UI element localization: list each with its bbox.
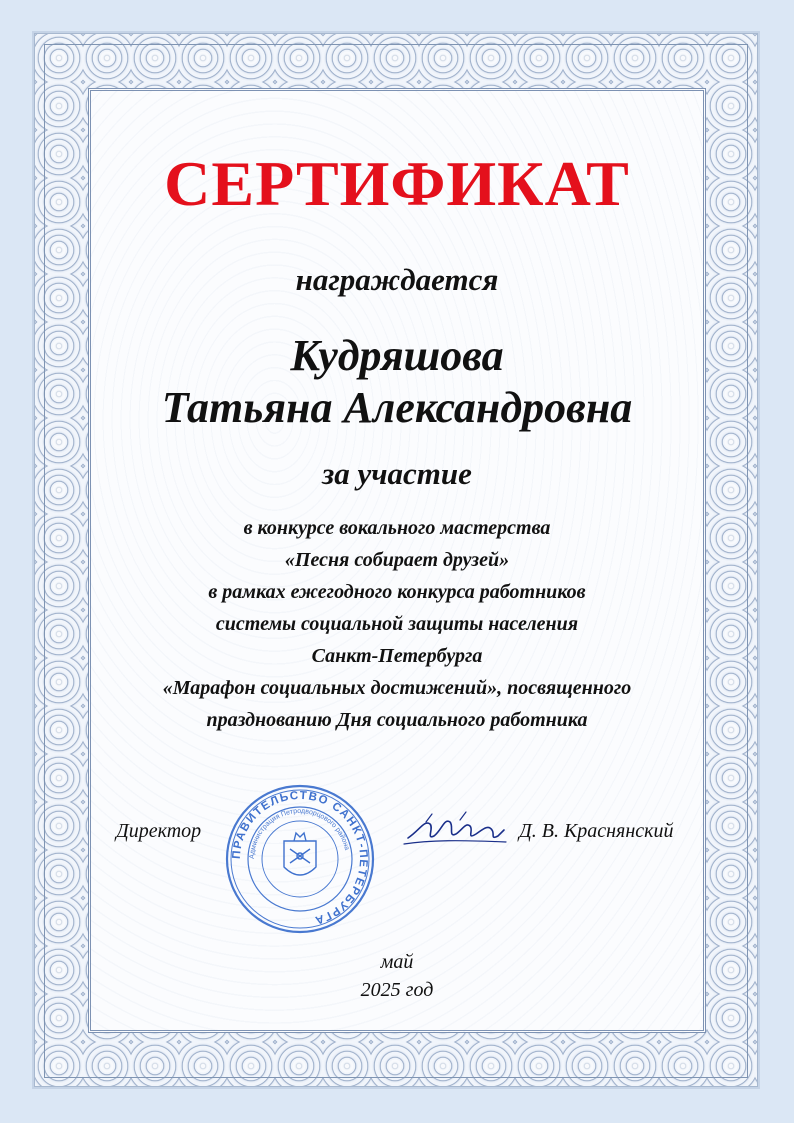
stamp-inner-text: Администрация Петродворцового района xyxy=(248,807,351,860)
date-month: май xyxy=(380,951,414,973)
recipient-name xyxy=(0,330,794,434)
description-line: «Песня собирает друзей» xyxy=(284,549,510,571)
coat-of-arms-icon xyxy=(284,833,316,875)
description xyxy=(0,512,794,736)
issue-date xyxy=(0,948,794,1004)
awarded-label: награждается xyxy=(295,262,499,297)
description-line: в рамках ежегодного конкурса работников xyxy=(208,581,586,603)
participation-label: за участие xyxy=(322,456,472,491)
description-line: Санкт-Петербурга xyxy=(311,645,483,667)
stamp-outer-text: ПРАВИТЕЛЬСТВО САНКТ-ПЕТЕРБУРГА xyxy=(230,789,370,927)
description-line: празднованию Дня социального работника xyxy=(206,709,588,731)
official-stamp xyxy=(224,783,376,935)
recipient-given-names: Татьяна Александровна xyxy=(161,383,633,432)
description-line: «Марафон социальных достижений», посвященного xyxy=(162,677,632,699)
director-signature xyxy=(400,800,510,860)
date-year: 2025 год xyxy=(360,979,434,1001)
recipient-surname: Кудряшова xyxy=(290,331,504,380)
director-label: Директор xyxy=(116,820,202,842)
certificate-title: СЕРТИФИКАТ xyxy=(164,148,630,219)
description-line: системы социальной защиты населения xyxy=(215,613,579,635)
director-name: Д. В. Краснянский xyxy=(519,820,674,842)
description-line: в конкурсе вокального мастерства xyxy=(243,517,551,539)
